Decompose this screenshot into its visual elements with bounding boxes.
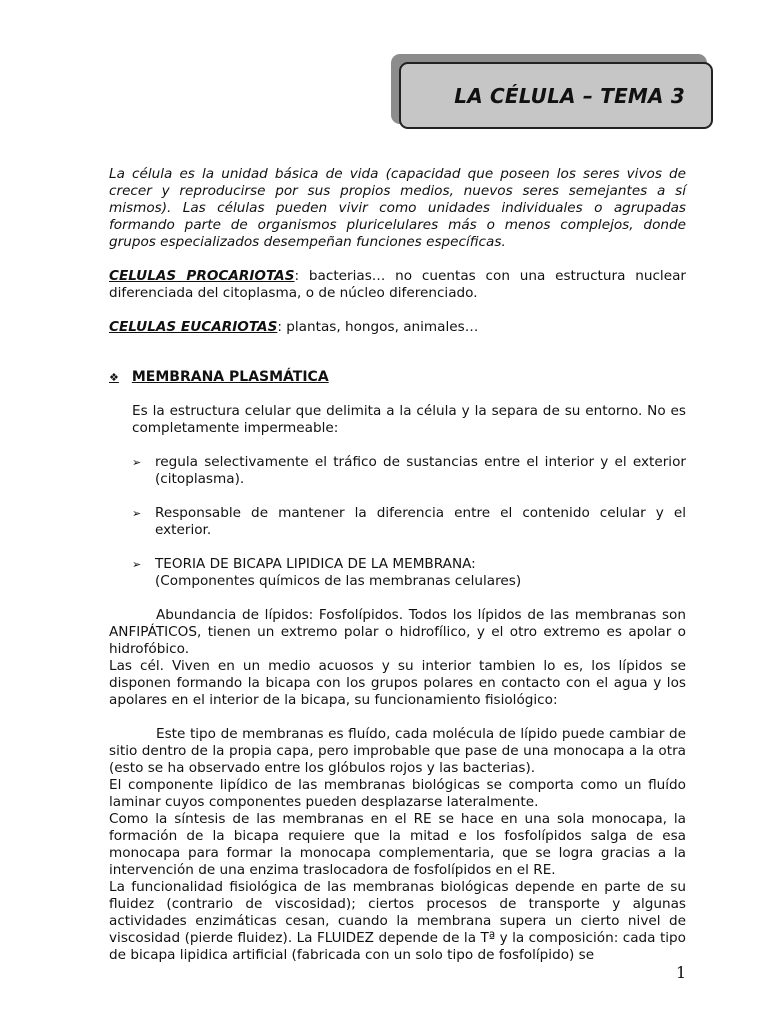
arrow-bullet-icon: ➢ — [132, 558, 142, 571]
body-paragraph-2: Las cél. Viven en un medio acuosos y su interior tambien lo es, los lípidos se disponen formando la bicapa con los grupos polares en contacto con el agua y los apolares en el interior de la bicapa, su funcionamiento fisiológico: — [109, 658, 686, 708]
document-body — [109, 166, 686, 964]
list-item-text — [155, 556, 686, 590]
page-number: 1 — [676, 963, 687, 982]
diamond-bullet-icon: ❖ — [109, 371, 119, 384]
list-item-text: Responsable de mantener la diferencia entre el contenido celular y el exterior. — [155, 505, 686, 538]
body-paragraph-5: Como la síntesis de las membranas en el RE se hace en una sola monocapa, la formación de la bicapa requiere que la mitad e los fosfolípidos salga de esa monocapa para formar la monocapa complementaria, que se logra gracias a la intervención de una enzima traslocadora de fosfolípidos en el RE. — [109, 811, 686, 878]
page-title: LA CÉLULA – TEMA 3 — [454, 84, 685, 108]
title-box — [399, 62, 713, 129]
body-paragraph-3: Este tipo de membranas es fluído, cada molécula de lípido puede cambiar de sitio dentro de la propia capa, pero improbable que pase de una monocapa a la otra (esto se ha observado entre los glóbulos rojos y las bacterias). — [109, 726, 686, 776]
body-paragraph-1: Abundancia de lípidos: Fosfolípidos. Todos los lípidos de las membranas son ANFIPÁTICOS, tienen un extremo polar o hidrofílico, y el otro extremo es apolar o hidrofóbico. — [109, 607, 686, 657]
bicapa-subheading: (Componentes químicos de las membranas celulares) — [155, 573, 522, 589]
section-heading — [109, 369, 686, 386]
procariotas-text: : bacterias… no cuentas con una estructura nuclear diferenciada del citoplasma, o de núcleo diferenciado. — [109, 268, 686, 301]
body-paragraph-6: La funcionalidad fisiológica de las membranas biológicas depende en parte de su fluidez (contrario de viscosidad); ciertos procesos de transporte y algunas actividades enzimáticas cesan, cuando la membrana supera un cierto nivel de viscosidad (pierde fluidez). La FLUIDEZ depende de la Tª y la composición: cada tipo de bicapa lipidica artificial (fabricada con un solo tipo de fosfolípido) se — [109, 879, 686, 963]
list-item-text: regula selectivamente el tráfico de sustancias entre el interior y el exterior (citoplasma). — [155, 454, 686, 487]
procariotas-paragraph — [109, 268, 686, 302]
eucariotas-paragraph — [109, 319, 686, 336]
eucariotas-term: CELULAS EUCARIOTAS — [109, 319, 278, 335]
section-lead: Es la estructura celular que delimita a la célula y la separa de su entorno. No es completamente impermeable: — [132, 403, 686, 436]
list-item — [132, 454, 686, 488]
list-item — [132, 556, 686, 590]
eucariotas-text: : plantas, hongos, animales… — [277, 319, 479, 335]
bicapa-heading: TEORIA DE BICAPA LIPIDICA DE LA MEMBRANA: — [155, 556, 476, 572]
body-paragraph-4: El componente lipídico de las membranas biológicas se comporta como un fluído laminar cuyos componentes pueden desplazarse lateralmente. — [109, 777, 686, 810]
intro-paragraph: La célula es la unidad básica de vida (capacidad que poseen los seres vivos de crecer y reproducirse por sus propios medios, nuevos seres semejantes a sí mismos). Las células pueden vivir como unidades individuales o agrupadas formando parte de organismos pluricelulares más o menos complejos, donde grupos especializados desempeñan funciones específicas. — [109, 166, 686, 250]
arrow-bullet-icon: ➢ — [132, 456, 142, 469]
procariotas-term: CELULAS PROCARIOTAS — [109, 268, 295, 284]
arrow-bullet-icon: ➢ — [132, 507, 142, 520]
section-heading-text: MEMBRANA PLASMÁTICA — [131, 369, 329, 385]
membrana-block — [132, 403, 686, 590]
list-item — [132, 505, 686, 539]
